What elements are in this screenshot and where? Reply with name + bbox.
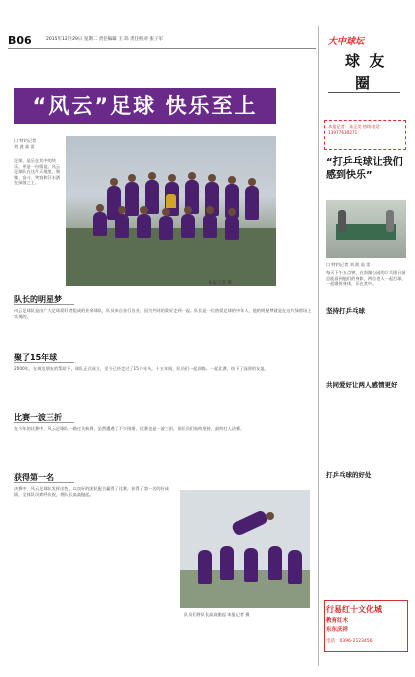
right-section-1: 坚持打乒乓球: [326, 307, 365, 315]
ad-sub-2: 东东庆祥: [326, 627, 349, 633]
headline-title: “风云”足球 快乐至上: [32, 94, 258, 118]
right-section-2: 共同爱好让两人感情更好: [326, 381, 398, 389]
right-byline: 口 特约记者 刘 波 高 雷: [326, 262, 371, 267]
section-body-3: 在今年的比赛中，风云足球队一路过关斩将，虽然遭遇了不少困难，比赛也是一波三折，但队员们始终坚持，最终打入决赛。: [14, 426, 245, 431]
team-photo: [66, 136, 276, 286]
reporter-info: 本报记者：朱正昊 热线电话：13977630271: [328, 124, 384, 135]
ad-sub-1: 教育红木: [326, 618, 349, 624]
right-headline: “打乒乓球让我们感到快乐”: [326, 157, 403, 181]
ping-pong-photo: [326, 200, 406, 258]
section-rule-2: [14, 362, 74, 363]
page-code: B06: [8, 34, 32, 47]
logo-rule: [328, 92, 400, 93]
issue-meta: 2015年12月29日 星期二 责任编辑 王 玮 责任校对 张子军: [46, 37, 163, 42]
section-title-3: 比赛一波三折: [14, 413, 62, 422]
ad-tel: 电话：0396-2123456: [326, 639, 373, 644]
byline-line2: 刘 波 高 雷: [14, 144, 35, 149]
lead-text: 足球，是乐在其中的快乐，更是一份情谊。风云足球队在这片天地里，聚集、奋斗、笑容和汗水洒在绿茵之上。: [14, 158, 61, 186]
byline-line1: 口 特约记者: [14, 138, 37, 143]
section-rule-1: [14, 304, 74, 305]
header-rule: [8, 48, 316, 49]
section-body-1: 风云足球队是由广大足球爱好者组成的业余球队，队员来自各行各业，因为共同的爱好走到一起。队长是一位热爱足球的中年人，他的明星梦就是在这片绿茵场上实现的。: [14, 308, 312, 319]
column-divider: [318, 26, 319, 666]
section-logo-top: 大中球坛: [328, 37, 365, 47]
section-title-1: 队长的明星梦: [14, 295, 62, 304]
right-section-3: 打乒乓球的好处: [326, 471, 372, 479]
hero-caption: 本报记者 摄: [208, 281, 232, 286]
section-logo-main: 球 友: [345, 52, 387, 70]
section-body-4: 决赛中，风云足球队发挥出色，以良好的团队配合赢得了比赛，获得了第一名的好成绩，全体队员欢呼庆祝，将队长高高抛起。: [14, 486, 169, 497]
ad-title: 行易红十文化城: [326, 605, 382, 614]
right-snippet: 每天下午五点钟，在南湖公园的乒乓球台前总能看到他们的身影，两位老人一起打球，一起锻炼身体，乐在其中。: [326, 270, 406, 287]
section-rule-4: [14, 482, 74, 483]
section-body-2: 2000年，在周边朋友的帮助下，球队正式成立，至今已经走过了15个年头。十五年间，队员们一起训练、一起比赛，结下了深厚的友谊。: [14, 366, 269, 371]
section-title-4: 获得第一名: [14, 473, 54, 482]
photo-caption: 队员们将队长高高抛起 本报记者 摄: [184, 612, 250, 617]
section-title-2: 聚了15年球: [14, 353, 58, 362]
section-rule-3: [14, 422, 74, 423]
celebration-photo: [180, 490, 310, 608]
section-logo-main2: 圈: [355, 74, 371, 92]
